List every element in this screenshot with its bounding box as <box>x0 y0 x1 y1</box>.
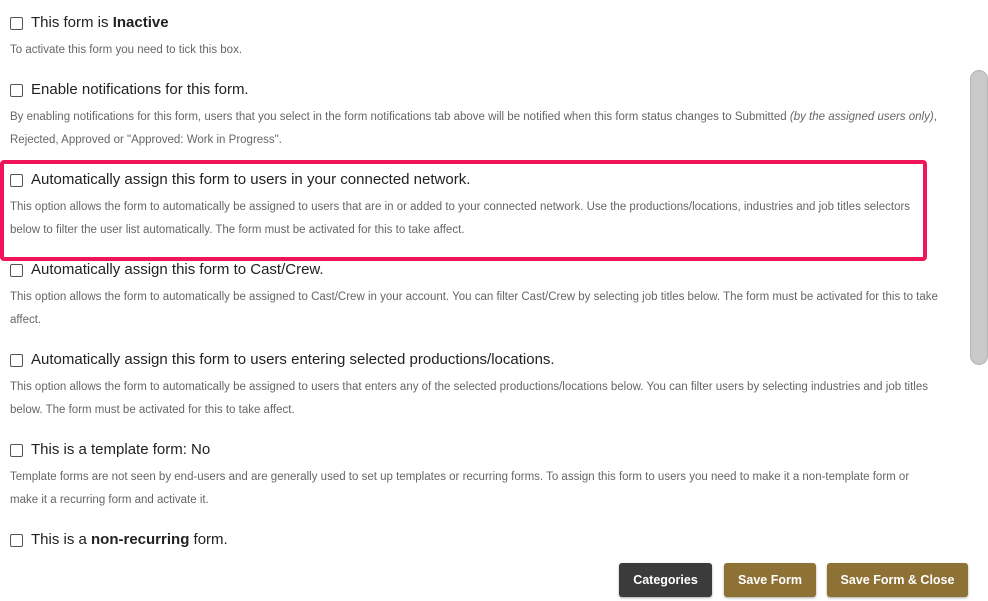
option-notifications-label: Enable notifications for this form. <box>31 81 249 98</box>
option-cast-crew <box>10 261 940 332</box>
productions-checkbox[interactable] <box>10 354 23 367</box>
option-recurring-label: This is a non-recurring form. <box>31 531 228 548</box>
option-cast-crew-description: This option allows the form to automatically be assigned to Cast/Crew in your account. You can filter Cast/Crew by selecting job titles below. The form must be activated for this to take affect. <box>10 291 938 326</box>
option-cast-crew-label: Automatically assign this form to Cast/Crew. <box>31 261 324 278</box>
option-notifications-row[interactable] <box>10 81 940 99</box>
option-productions-row[interactable] <box>10 351 940 369</box>
option-inactive <box>10 14 940 62</box>
option-productions <box>10 351 940 422</box>
option-template-description: Template forms are not seen by end-users and are generally used to set up templates or recurring forms. To assign this form to users you need to make it a non-template form or make it a recurring form and activate it. <box>10 471 910 506</box>
template-checkbox[interactable] <box>10 444 23 457</box>
option-inactive-label: This form is Inactive <box>31 14 169 31</box>
option-cast-crew-row[interactable] <box>10 261 940 279</box>
option-connected-network-label: Automatically assign this form to users in your connected network. <box>31 171 471 188</box>
categories-button[interactable]: Categories <box>619 563 712 597</box>
save-form-close-button[interactable]: Save Form & Close <box>827 563 968 597</box>
scrollbar-thumb[interactable] <box>970 70 988 365</box>
option-template <box>10 441 940 512</box>
option-template-row[interactable] <box>10 441 940 459</box>
option-recurring-row[interactable] <box>10 531 940 549</box>
cast-crew-checkbox[interactable] <box>10 264 23 277</box>
recurring-checkbox[interactable] <box>10 534 23 547</box>
option-productions-label: Automatically assign this form to users entering selected productions/locations. <box>31 351 555 368</box>
option-notifications <box>10 81 940 152</box>
option-productions-description: This option allows the form to automatically be assigned to users that enters any of the selected productions/locations below. You can filter users by selecting industries and job titles below. The form must be activated for this to take affect. <box>10 381 928 416</box>
inactive-checkbox[interactable] <box>10 17 23 30</box>
option-inactive-description: To activate this form you need to tick this box. <box>10 44 243 56</box>
save-form-button[interactable]: Save Form <box>724 563 816 597</box>
notifications-checkbox[interactable] <box>10 84 23 97</box>
option-connected-network-description: This option allows the form to automatically be assigned to users that are in or added to your connected network. Use the productions/locations, industries and job titles selectors below to filter the user list automatically. The form must be activated for this to take affect. <box>10 201 911 236</box>
connected-network-checkbox[interactable] <box>10 174 23 187</box>
option-connected-network <box>10 171 940 242</box>
option-connected-network-row[interactable] <box>10 171 940 189</box>
option-inactive-row[interactable] <box>10 14 940 32</box>
option-notifications-description: By enabling notifications for this form, users that you select in the form notifications tab above will be notified when this form status changes to Submitted (by the assigned users only), Rejected, Approved or "Approved: Work in Progress". <box>10 111 937 146</box>
option-template-label: This is a template form: No <box>31 441 211 458</box>
option-recurring <box>10 531 940 549</box>
